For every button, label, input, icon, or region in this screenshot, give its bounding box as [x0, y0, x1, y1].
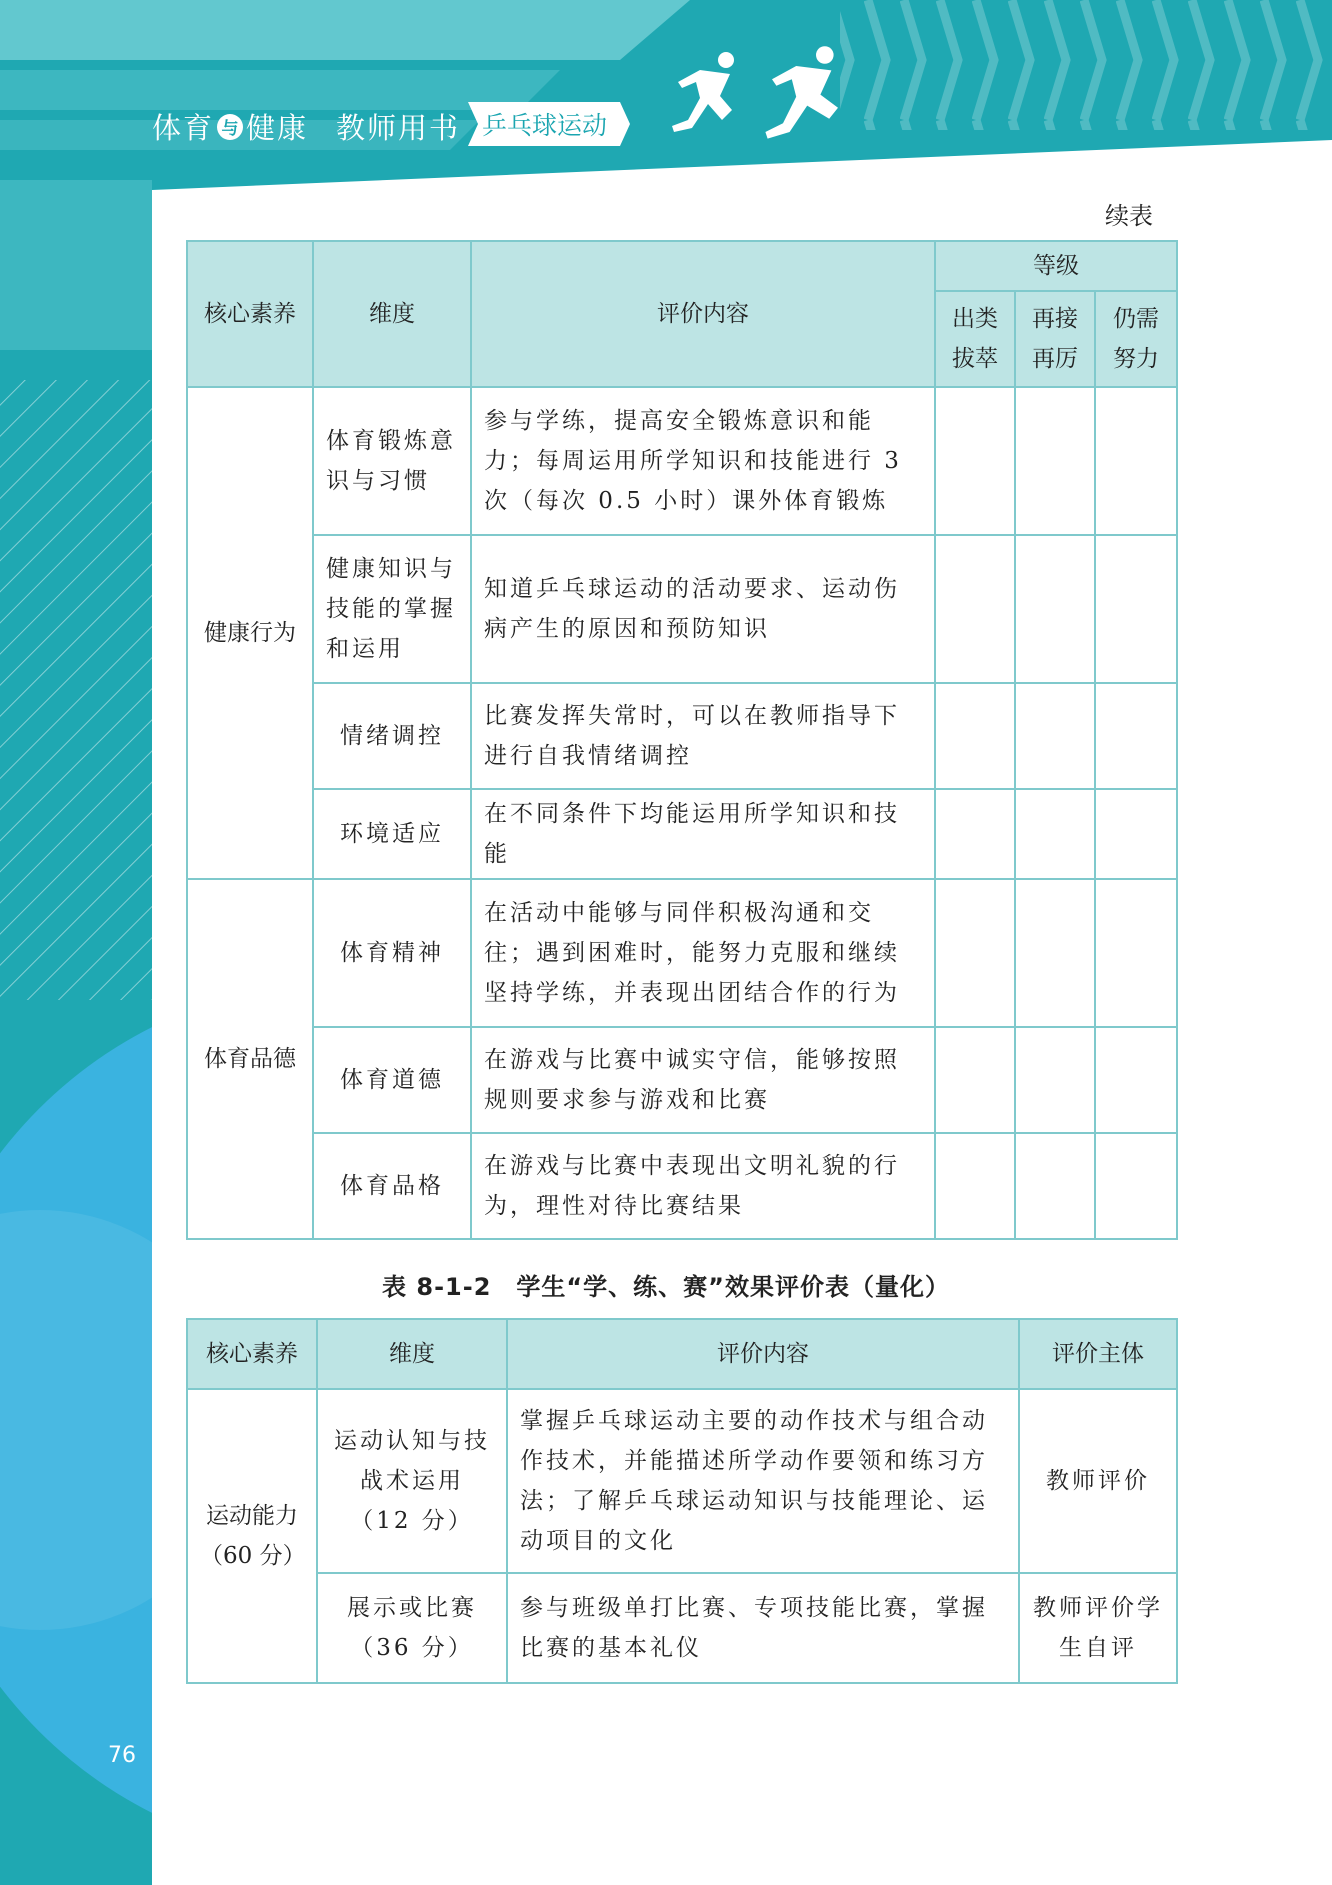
grade-cell — [935, 683, 1015, 789]
header-dimension: 维度 — [313, 241, 471, 387]
grade-cell — [1095, 789, 1177, 879]
content-cell: 比赛发挥失常时，可以在教师指导下进行自我情绪调控 — [471, 683, 935, 789]
header-dimension: 维度 — [317, 1319, 507, 1389]
header-core: 核心素养 — [187, 241, 313, 387]
content-cell: 掌握乒乓球运动主要的动作技术与组合动作技术，并能描述所学动作要领和练习方法；了解乒乓球运动知识与技能理论、运动项目的文化 — [507, 1389, 1019, 1573]
chapter-tag: 乒乓球运动 — [482, 111, 608, 140]
evaluation-table-continued — [186, 240, 1178, 1240]
dimension-cell: 环境适应 — [313, 789, 471, 879]
book-subtitle: 教师用书 — [336, 111, 461, 145]
header-evaluator: 评价主体 — [1019, 1319, 1177, 1389]
grade-cell — [935, 535, 1015, 683]
header-grade-excellent: 出类拔萃 — [935, 291, 1015, 387]
page-number: 76 — [108, 1743, 136, 1768]
header-content: 评价内容 — [471, 241, 935, 387]
grade-cell — [1095, 879, 1177, 1027]
grade-cell — [1015, 683, 1095, 789]
header-grade-improve: 仍需努力 — [1095, 291, 1177, 387]
content-cell: 在活动中能够与同伴积极沟通和交往；遇到困难时，能努力克服和继续坚持学练，并表现出团结合作的行为 — [471, 879, 935, 1027]
grade-cell — [1015, 535, 1095, 683]
header-grade-good: 再接再厉 — [1015, 291, 1095, 387]
dimension-cell — [317, 1573, 507, 1683]
grade-cell — [1095, 683, 1177, 789]
grade-cell — [1015, 879, 1095, 1027]
grade-cell — [935, 387, 1015, 535]
dimension-label: 展示或比赛 — [347, 1595, 477, 1621]
grade-cell — [1095, 1027, 1177, 1133]
grade-cell — [1095, 387, 1177, 535]
table-caption: 表 8-1-2 学生“学、练、赛”效果评价表（量化） — [382, 1273, 950, 1301]
content-cell: 在游戏与比赛中诚实守信，能够按照规则要求参与游戏和比赛 — [471, 1027, 935, 1133]
dimension-cell: 健康知识与技能的掌握和运用 — [313, 535, 471, 683]
book-title-part2: 健康 — [246, 111, 309, 145]
grade-cell — [1095, 1133, 1177, 1239]
quantified-evaluation-table — [186, 1318, 1178, 1684]
dimension-cell: 体育精神 — [313, 879, 471, 1027]
continued-label: 续表 — [1105, 202, 1153, 230]
content-cell: 参与学练，提高安全锻炼意识和能力；每周运用所学知识和技能进行 3 次（每次 0.5 小时）课外体育锻炼 — [471, 387, 935, 535]
core-cell: 体育品德 — [187, 879, 313, 1239]
book-title-circle: 与 — [217, 114, 243, 140]
header-content: 评价内容 — [507, 1319, 1019, 1389]
content-cell: 知道乒乓球运动的活动要求、运动伤病产生的原因和预防知识 — [471, 535, 935, 683]
header-core: 核心素养 — [187, 1319, 317, 1389]
core-label: 运动能力 — [206, 1503, 298, 1529]
grade-cell — [1015, 1027, 1095, 1133]
core-cell: 健康行为 — [187, 387, 313, 879]
dimension-cell — [317, 1389, 507, 1573]
dimension-cell: 体育道德 — [313, 1027, 471, 1133]
book-title — [152, 106, 460, 147]
grade-cell — [1095, 535, 1177, 683]
content-cell: 参与班级单打比赛、专项技能比赛，掌握比赛的基本礼仪 — [507, 1573, 1019, 1683]
grade-cell — [935, 789, 1015, 879]
evaluator-cell: 教师评价学生自评 — [1019, 1573, 1177, 1683]
runner-icon — [750, 44, 860, 154]
dimension-cell: 体育品格 — [313, 1133, 471, 1239]
core-cell — [187, 1389, 317, 1683]
book-title-part1: 体育 — [152, 111, 215, 145]
grade-cell — [1015, 387, 1095, 535]
runner-icon — [660, 48, 760, 148]
content-cell: 在不同条件下均能运用所学知识和技能 — [471, 789, 935, 879]
grade-cell — [1015, 789, 1095, 879]
grade-cell — [935, 1133, 1015, 1239]
content-cell: 在游戏与比赛中表现出文明礼貌的行为，理性对待比赛结果 — [471, 1133, 935, 1239]
grade-cell — [935, 879, 1015, 1027]
dimension-cell: 情绪调控 — [313, 683, 471, 789]
grade-cell — [1015, 1133, 1095, 1239]
header-grade: 等级 — [935, 241, 1177, 291]
dimension-cell: 体育锻炼意识与习惯 — [313, 387, 471, 535]
dimension-points: （12 分） — [350, 1508, 474, 1534]
core-points: （60 分） — [200, 1543, 306, 1569]
grade-cell — [935, 1027, 1015, 1133]
evaluator-cell: 教师评价 — [1019, 1389, 1177, 1573]
dimension-label: 运动认知与技战术运用 — [334, 1428, 490, 1494]
dimension-points: （36 分） — [350, 1635, 474, 1661]
